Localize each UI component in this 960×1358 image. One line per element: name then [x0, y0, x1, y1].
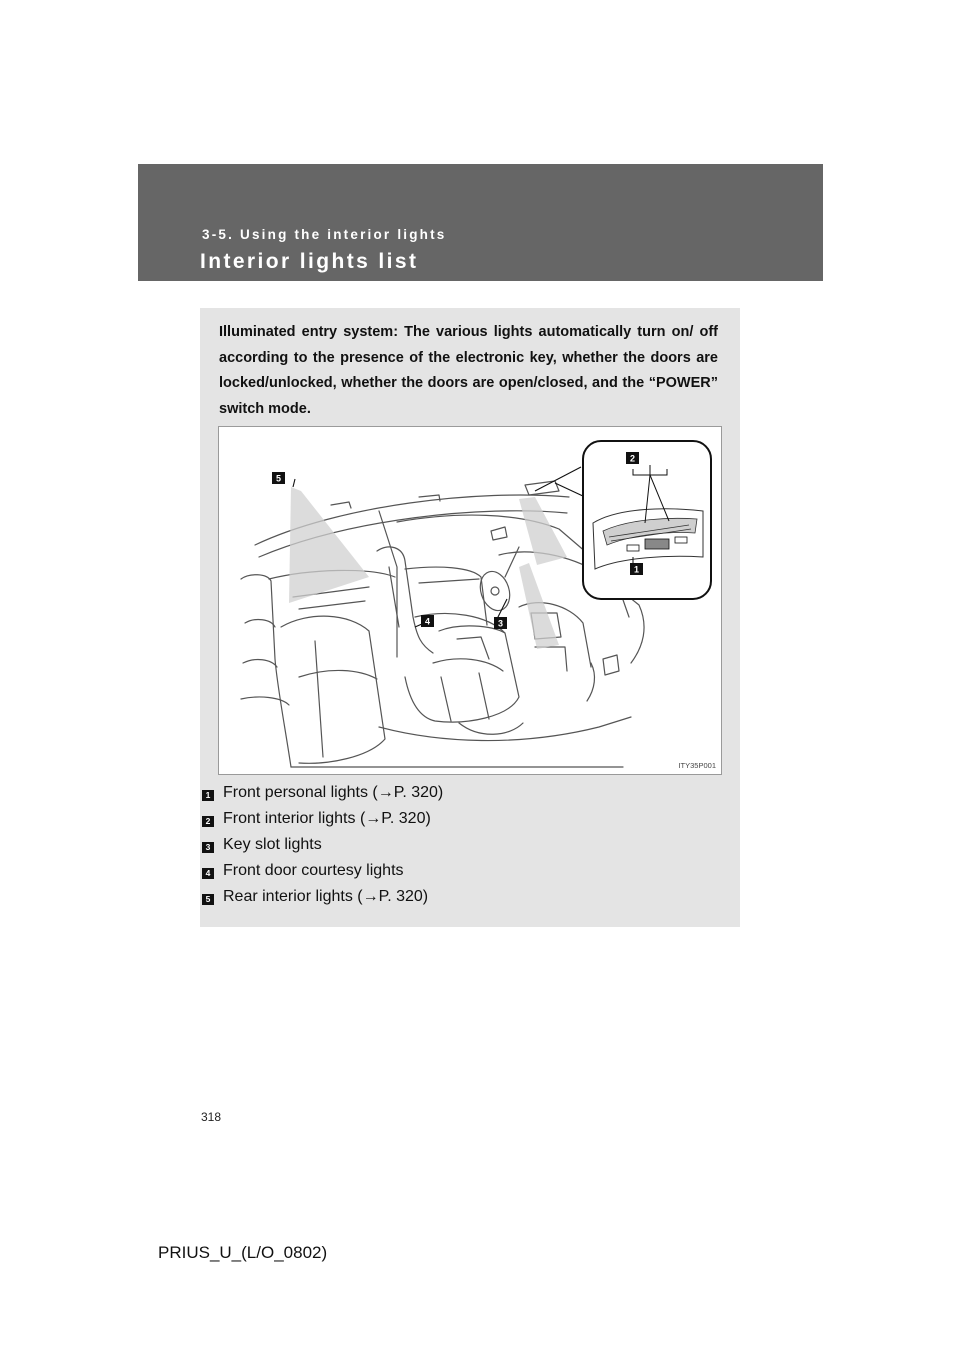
interior-illustration	[218, 426, 722, 775]
svg-text:1: 1	[633, 564, 640, 575]
legend-label: Key slot lights	[223, 836, 322, 853]
legend-number: 1	[202, 790, 214, 801]
footer-code: PRIUS_U_(L/O_0802)	[158, 1243, 328, 1262]
legend-number: 3	[202, 842, 214, 853]
legend-label: Front door courtesy lights	[223, 862, 404, 879]
car-interior-drawing	[219, 427, 723, 776]
svg-text:4: 4	[424, 616, 431, 627]
svg-text:5: 5	[275, 473, 282, 484]
legend-number: 4	[202, 868, 214, 879]
section-label: 3-5. Using the interior lights	[202, 227, 447, 242]
legend-label: Front interior lights (→P. 320)	[223, 810, 431, 827]
page-number: 318	[201, 1110, 222, 1124]
page-title: Interior lights list	[200, 250, 419, 273]
legend-label: Rear interior lights (→P. 320)	[223, 888, 429, 905]
image-code: ITY35P001	[678, 761, 716, 770]
content-panel	[200, 308, 740, 927]
legend-number: 2	[202, 816, 214, 827]
section-header	[138, 164, 823, 281]
svg-text:2: 2	[629, 453, 636, 464]
svg-text:3: 3	[497, 618, 504, 629]
legend-number: 5	[202, 894, 214, 905]
intro-text: Illuminated entry system: The various lights automatically turn on/ off according to the presence of the electronic key, whether the doors are locked/unlocked, whether the doors are open/closed, and the “POWER” switch mode.	[219, 324, 718, 417]
legend-label: Front personal lights (→P. 320)	[223, 784, 444, 801]
